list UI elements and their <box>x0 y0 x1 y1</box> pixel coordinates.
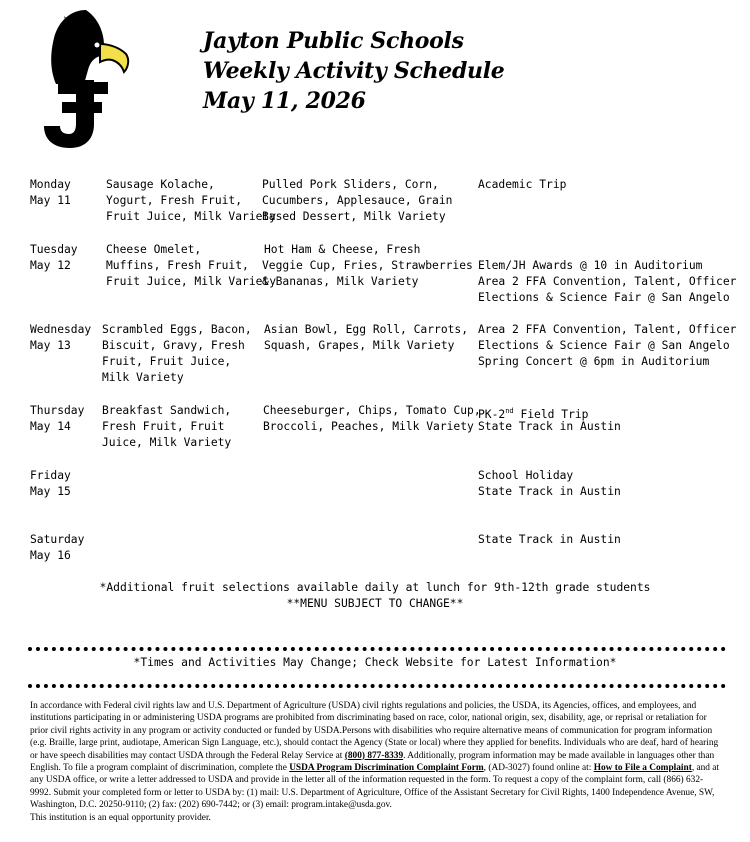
complaint-form-link[interactable]: USDA Program Discrimination Complaint Form <box>289 763 484 774</box>
day-label: Monday <box>30 178 71 191</box>
lunch-line: Asian Bowl, Egg Roll, Carrots, <box>264 323 469 336</box>
breakfast-line: Fruit Juice, Milk Variety <box>106 275 277 288</box>
activity-line: Area 2 FFA Convention, Talent, Officer <box>478 275 737 288</box>
breakfast-line: Sausage Kolache, <box>106 178 215 191</box>
menu-change-note: **MENU SUBJECT TO CHANGE** <box>286 597 464 610</box>
day-date: May 12 <box>30 259 71 272</box>
breakfast-line: Scrambled Eggs, Bacon, <box>102 323 252 336</box>
field-trip-ordinal: nd <box>505 407 514 415</box>
activity-line: Area 2 FFA Convention, Talent, Officer <box>478 323 737 336</box>
day-date: May 16 <box>30 549 71 562</box>
breakfast-line: Breakfast Sandwich, <box>102 404 232 417</box>
legal-text: In accordance with Federal civil rights law and U.S. Department of Agriculture (USDA) civil rights regulations and policies, the USDA, its Agencies, offices, and employees, and institutions participating in or administering USDA programs are prohibited from discriminating based on race, color, national origin, sex, disability, age, or reprisal or retaliation for prior civil rights activity in any program or activity conducted or funded by USDA.Persons with disabilities who require alternative means of communication for program information (e.g. Braille, large print, audiotape, American Sign Language, etc.), should contact the Agency (State or local) where they applied for benefits. Individuals who are deaf, hard of hearing or have speech disabilities may contact USDA through the Federal Relay Service at <box>30 701 719 761</box>
lunch-line: Based Dessert, Milk Variety <box>262 210 446 223</box>
breakfast-line: Biscuit, Gravy, Fresh <box>102 339 245 352</box>
breakfast-line: Fruit Juice, Milk Variety <box>106 210 277 223</box>
activity-line: Elections & Science Fair @ San Angelo <box>478 291 730 304</box>
legal-text: , (AD-3027) found online at: <box>483 763 594 774</box>
dotted-divider <box>28 647 726 651</box>
legal-text: , and at any USDA office, or write a letter addressed to USDA and provide in the letter all of the information requested in the form. To request a copy of the complaint form, call (866) 632-9992. Submit your completed form or letter to USDA by: (1) mail: U.S. Department of Agriculture, Office of the Assistant Secretary for Civil Rights, 1400 Independence Avenue, SW, Washington, D.C. 20250-9110; (2) fax: (202) 690-7442; or (3) email: program.intake@usda.gov. <box>30 763 720 811</box>
lunch-line: Pulled Pork Sliders, Corn, <box>262 178 439 191</box>
activity-line: State Track in Austin <box>478 420 621 433</box>
breakfast-line: Muffins, Fresh Fruit, <box>106 259 249 272</box>
day-label: Tuesday <box>30 243 78 256</box>
school-name: Jayton Public Schools <box>203 28 464 54</box>
school-logo <box>34 8 138 150</box>
legal-text: . Additionally, program information may be made available in languages other than English. To file a program complaint of discrimination, complete the <box>30 750 715 774</box>
activity-line: Elem/JH Awards @ 10 in Auditorium <box>478 259 703 272</box>
activity-line: State Track in Austin <box>478 533 621 546</box>
breakfast-line: Yogurt, Fresh Fruit, <box>106 194 243 207</box>
day-label: Thursday <box>30 404 85 417</box>
lunch-line: Squash, Grapes, Milk Variety <box>264 339 455 352</box>
lunch-line: & Bananas, Milk Variety <box>262 275 419 288</box>
day-date: May 14 <box>30 420 71 433</box>
day-label: Wednesday <box>30 323 92 336</box>
header <box>203 26 505 116</box>
lunch-line: Broccoli, Peaches, Milk Variety <box>263 420 474 433</box>
breakfast-line: Cheese Omelet, <box>106 243 202 256</box>
breakfast-line: Fresh Fruit, Fruit <box>102 420 225 433</box>
breakfast-line: Milk Variety <box>102 371 184 384</box>
equal-opportunity-text: This institution is an equal opportunity provider. <box>30 812 211 823</box>
activity-line: State Track in Austin <box>478 485 621 498</box>
breakfast-line: Juice, Milk Variety <box>102 436 232 449</box>
schedule-title: Weekly Activity Schedule <box>203 58 505 84</box>
field-trip-grades: PK-2 <box>478 407 506 421</box>
field-trip-label: Field Trip <box>513 407 589 421</box>
dotted-divider <box>28 684 726 688</box>
day-label: Friday <box>30 469 71 482</box>
lunch-line: Hot Ham & Cheese, Fresh <box>264 243 421 256</box>
lunch-line: Veggie Cup, Fries, Strawberries <box>262 259 473 272</box>
breakfast-line: Fruit, Fruit Juice, <box>102 355 232 368</box>
day-date: May 13 <box>30 339 71 352</box>
file-complaint-link[interactable]: How to File a Complaint <box>593 763 692 774</box>
activity-line: School Holiday <box>478 469 574 482</box>
fruit-note: *Additional fruit selections available daily at lunch for 9th-12th grade students <box>99 581 651 594</box>
lunch-line: Cucumbers, Applesauce, Grain <box>262 194 453 207</box>
lunch-line: Cheeseburger, Chips, Tomato Cup, <box>263 404 481 417</box>
schedule-date: May 11, 2026 <box>203 88 366 114</box>
activity-line: Academic Trip <box>478 178 567 191</box>
day-label: Saturday <box>30 533 85 546</box>
activity-line: Spring Concert @ 6pm in Auditorium <box>478 355 710 368</box>
nondiscrimination-statement <box>30 700 724 824</box>
relay-phone-link[interactable]: (800) 877-8339 <box>344 750 404 761</box>
day-date: May 15 <box>30 485 71 498</box>
day-date: May 11 <box>30 194 71 207</box>
activity-line: Elections & Science Fair @ San Angelo <box>478 339 730 352</box>
times-change-note: *Times and Activities May Change; Check Website for Latest Information* <box>133 656 617 669</box>
